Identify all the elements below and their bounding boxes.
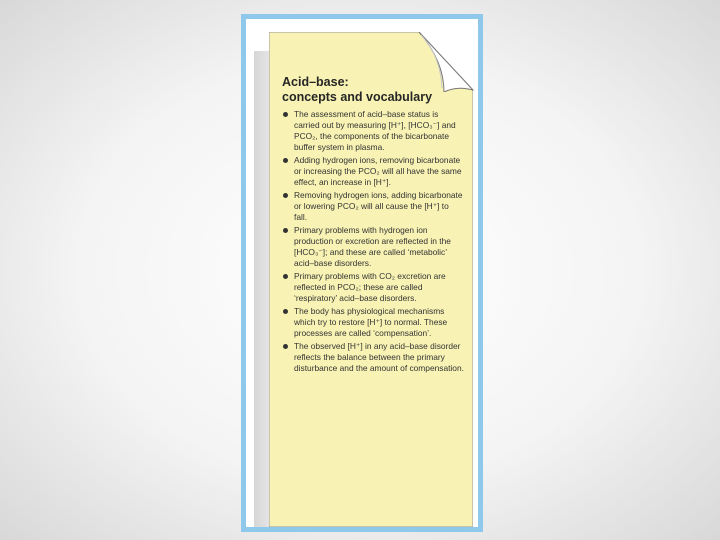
list-item-text: The assessment of acid–base status is carried out by measuring [H⁺], [HCO₃⁻] and PCO₂, the components of the bicarbonate buffer system in plasma.: [294, 109, 456, 152]
list-item-text: The body has physiological mechanisms which try to restore [H⁺] to normal. These processes are called ‘compensation’.: [294, 306, 448, 338]
bullet-icon: [283, 309, 288, 314]
list-item: [282, 306, 464, 339]
list-item: [282, 155, 464, 188]
list-item: [282, 341, 464, 374]
note-title-line-1: Acid–base:: [282, 75, 349, 89]
image-frame: [241, 14, 483, 532]
list-item-text: Removing hydrogen ions, adding bicarbonate or lowering PCO₂ will all cause the [H⁺] to fall.: [294, 190, 463, 222]
bullet-icon: [283, 193, 288, 198]
bullet-icon: [283, 228, 288, 233]
note-title: [282, 75, 464, 105]
note-content: [282, 75, 464, 376]
list-item-text: Primary problems with CO₂ excretion are reflected in PCO₂; these are called ‘respiratory’ acid–base disorders.: [294, 271, 446, 303]
concept-list: [282, 109, 464, 374]
list-item-text: Primary problems with hydrogen ion production or excretion are reflected in the [HCO₃⁻]; and these are called ‘metabolic’ acid–base disorders.: [294, 225, 451, 268]
list-item-text: Adding hydrogen ions, removing bicarbonate or increasing the PCO₂ will all have the same effect, an increase in [H⁺].: [294, 155, 462, 187]
bullet-icon: [283, 274, 288, 279]
list-item: [282, 109, 464, 153]
list-item: [282, 225, 464, 269]
list-item: [282, 271, 464, 304]
bullet-icon: [283, 112, 288, 117]
scanned-page: [246, 19, 478, 527]
list-item: [282, 190, 464, 223]
bullet-icon: [283, 158, 288, 163]
note-title-line-2: concepts and vocabulary: [282, 90, 433, 104]
bullet-icon: [283, 344, 288, 349]
list-item-text: The observed [H⁺] in any acid–base disorder reflects the balance between the primary disturbance and the amount of compensation.: [294, 341, 464, 373]
